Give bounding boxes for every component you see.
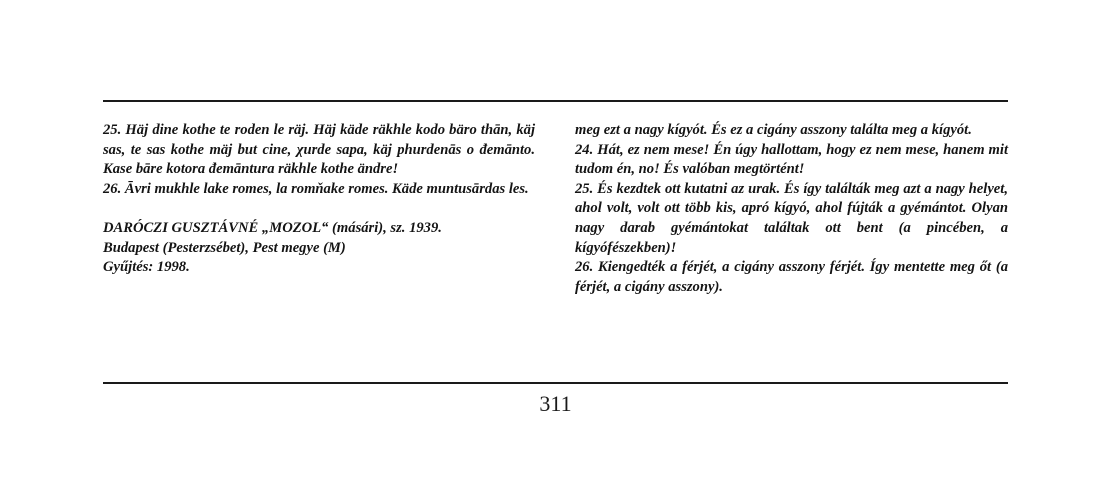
paragraph-25-romani: 25. Häj dine kothe te roden le räj. Häj käde räkhle kodo bäro thān, käj sas, te sas kothe mäj but cine, χurde sapa, käj phurdenās o đemānto. Kase bāre kotora đemāntura räkhle kothe ändre!: [103, 122, 535, 178]
paragraph-25-hungarian: 25. És kezdtek ott kutatni az urak. És így találták meg azt a nagy helyet, ahol volt, volt ott több kis, apró kígyó, ahol fújták a gyémántot. Olyan nagy darab gyémántokat találtak ott bent (a pincében, a kígyófészekben)!: [575, 180, 1008, 256]
left-column: [103, 121, 535, 278]
credit-name: DARÓCZI GUSZTÁVNÉ „MOZOL“ (másári), sz. 1939.: [103, 219, 442, 236]
paragraph-24-hungarian: 24. Hát, ez nem mese! Én úgy hallottam, hogy ez nem mese, hanem mit tudom én, no! És valóban megtörtént!: [575, 141, 1008, 178]
paragraph-23-continued-hungarian: meg ezt a nagy kígyót. És ez a cigány asszony találta meg a kígyót.: [575, 122, 972, 138]
page-number: 311: [539, 391, 572, 416]
paragraph-26-hungarian: 26. Kiengedték a férjét, a cigány asszony férjét. Így mentette meg őt (a férjét, a cigány asszony).: [575, 259, 1008, 295]
right-column: [575, 121, 1008, 297]
credit-location: Budapest (Pesterzsébet), Pest megye (M): [103, 239, 346, 256]
credit-collection-year: Gyűjtés: 1998.: [103, 259, 190, 276]
paragraph-26-romani: 26. Āvri mukhle lake romes, la romňake romes. Käde muntusārdas les.: [103, 180, 529, 197]
bottom-rule: [103, 382, 1008, 384]
top-rule: [103, 100, 1008, 102]
storyteller-credit: [103, 219, 535, 278]
